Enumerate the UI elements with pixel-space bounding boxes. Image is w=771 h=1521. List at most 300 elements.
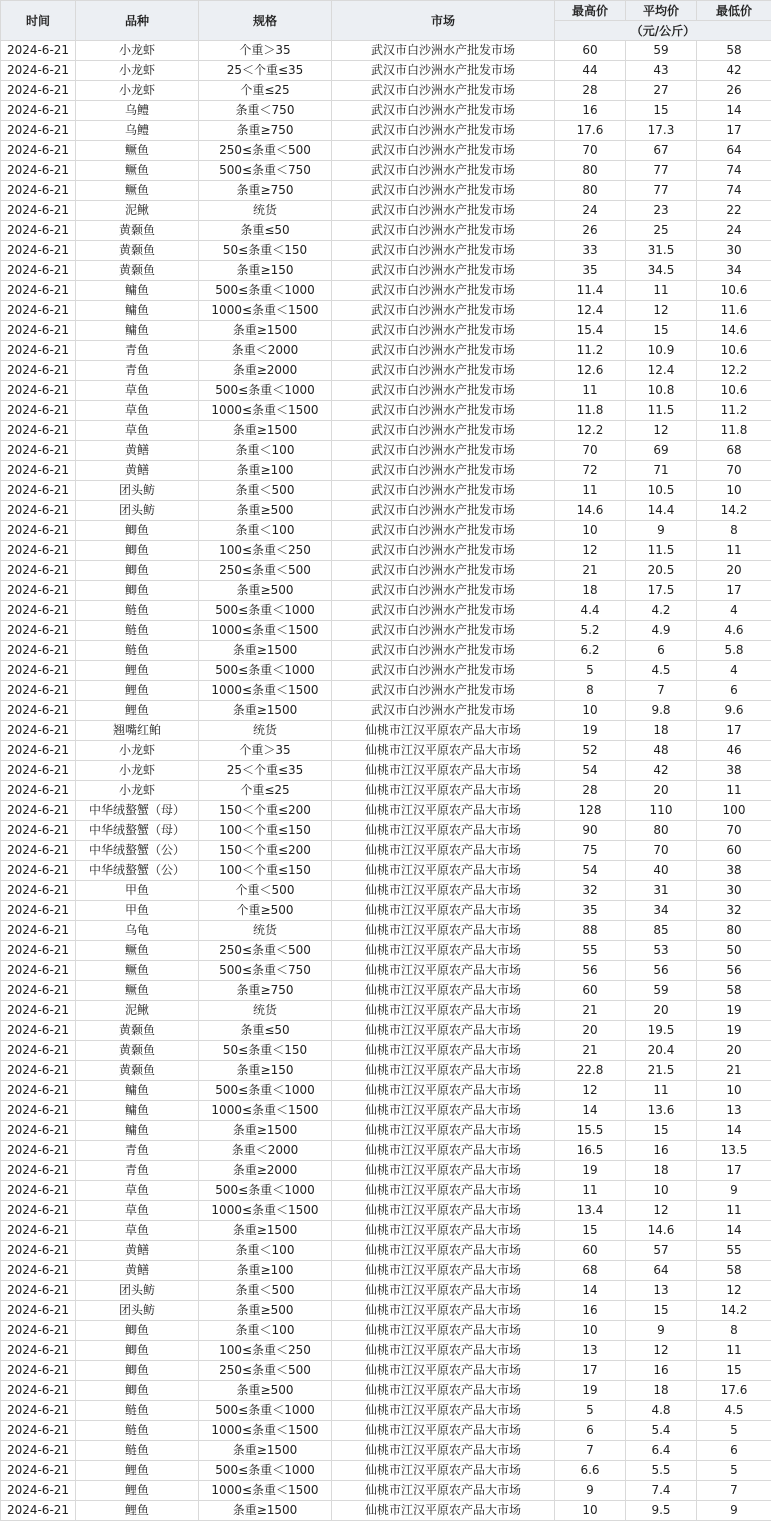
cell-avg-price: 10.9 bbox=[626, 341, 697, 361]
cell-market: 仙桃市江汉平原农产品大市场 bbox=[332, 1421, 555, 1441]
cell-market: 武汉市白沙洲水产批发市场 bbox=[332, 341, 555, 361]
table-row bbox=[1, 441, 771, 461]
cell-spec: 条重≥100 bbox=[199, 1261, 332, 1281]
cell-spec: 个重≤25 bbox=[199, 781, 332, 801]
cell-min-price: 4 bbox=[697, 661, 771, 681]
cell-date: 2024-6-21 bbox=[1, 1221, 76, 1241]
cell-variety: 鳜鱼 bbox=[76, 981, 199, 1001]
table-row bbox=[1, 1461, 771, 1481]
cell-spec: 1000≤条重＜1500 bbox=[199, 621, 332, 641]
cell-spec: 500≤条重＜1000 bbox=[199, 381, 332, 401]
cell-date: 2024-6-21 bbox=[1, 1141, 76, 1161]
cell-avg-price: 70 bbox=[626, 841, 697, 861]
cell-variety: 草鱼 bbox=[76, 1201, 199, 1221]
cell-spec: 条重≥1500 bbox=[199, 1221, 332, 1241]
cell-date: 2024-6-21 bbox=[1, 1001, 76, 1021]
table-row bbox=[1, 1001, 771, 1021]
cell-date: 2024-6-21 bbox=[1, 1441, 76, 1461]
cell-max-price: 22.8 bbox=[555, 1061, 626, 1081]
cell-avg-price: 23 bbox=[626, 201, 697, 221]
cell-variety: 鲫鱼 bbox=[76, 1381, 199, 1401]
cell-variety: 鲤鱼 bbox=[76, 681, 199, 701]
table-row bbox=[1, 121, 771, 141]
cell-spec: 条重＜2000 bbox=[199, 341, 332, 361]
cell-min-price: 15 bbox=[697, 1361, 771, 1381]
cell-variety: 鲤鱼 bbox=[76, 1461, 199, 1481]
cell-market: 仙桃市江汉平原农产品大市场 bbox=[332, 1121, 555, 1141]
table-row bbox=[1, 781, 771, 801]
cell-avg-price: 25 bbox=[626, 221, 697, 241]
cell-market: 仙桃市江汉平原农产品大市场 bbox=[332, 1501, 555, 1521]
cell-avg-price: 34 bbox=[626, 901, 697, 921]
cell-variety: 鲤鱼 bbox=[76, 701, 199, 721]
cell-market: 武汉市白沙洲水产批发市场 bbox=[332, 541, 555, 561]
cell-max-price: 5 bbox=[555, 1401, 626, 1421]
cell-spec: 1000≤条重＜1500 bbox=[199, 1101, 332, 1121]
cell-variety: 鲫鱼 bbox=[76, 1321, 199, 1341]
cell-max-price: 8 bbox=[555, 681, 626, 701]
cell-avg-price: 20.5 bbox=[626, 561, 697, 581]
cell-date: 2024-6-21 bbox=[1, 401, 76, 421]
cell-max-price: 60 bbox=[555, 41, 626, 61]
cell-spec: 500≤条重＜1000 bbox=[199, 601, 332, 621]
cell-date: 2024-6-21 bbox=[1, 161, 76, 181]
cell-date: 2024-6-21 bbox=[1, 721, 76, 741]
cell-spec: 1000≤条重＜1500 bbox=[199, 401, 332, 421]
cell-avg-price: 77 bbox=[626, 181, 697, 201]
table-row bbox=[1, 1301, 771, 1321]
cell-min-price: 26 bbox=[697, 81, 771, 101]
cell-date: 2024-6-21 bbox=[1, 241, 76, 261]
cell-market: 武汉市白沙洲水产批发市场 bbox=[332, 381, 555, 401]
cell-avg-price: 15 bbox=[626, 101, 697, 121]
cell-date: 2024-6-21 bbox=[1, 521, 76, 541]
cell-avg-price: 5.4 bbox=[626, 1421, 697, 1441]
cell-market: 武汉市白沙洲水产批发市场 bbox=[332, 201, 555, 221]
cell-market: 仙桃市江汉平原农产品大市场 bbox=[332, 801, 555, 821]
cell-spec: 条重＜100 bbox=[199, 521, 332, 541]
cell-date: 2024-6-21 bbox=[1, 1021, 76, 1041]
cell-min-price: 34 bbox=[697, 261, 771, 281]
cell-spec: 500≤条重＜1000 bbox=[199, 661, 332, 681]
cell-max-price: 10 bbox=[555, 701, 626, 721]
table-row bbox=[1, 461, 771, 481]
cell-date: 2024-6-21 bbox=[1, 541, 76, 561]
cell-date: 2024-6-21 bbox=[1, 301, 76, 321]
cell-date: 2024-6-21 bbox=[1, 621, 76, 641]
table-row bbox=[1, 1141, 771, 1161]
cell-avg-price: 80 bbox=[626, 821, 697, 841]
cell-max-price: 80 bbox=[555, 181, 626, 201]
cell-variety: 鳙鱼 bbox=[76, 1081, 199, 1101]
cell-market: 武汉市白沙洲水产批发市场 bbox=[332, 181, 555, 201]
cell-spec: 条重≥1500 bbox=[199, 1441, 332, 1461]
cell-avg-price: 53 bbox=[626, 941, 697, 961]
cell-variety: 鳜鱼 bbox=[76, 961, 199, 981]
cell-date: 2024-6-21 bbox=[1, 281, 76, 301]
table-row bbox=[1, 1261, 771, 1281]
cell-spec: 条重≥750 bbox=[199, 981, 332, 1001]
cell-market: 武汉市白沙洲水产批发市场 bbox=[332, 421, 555, 441]
cell-market: 仙桃市江汉平原农产品大市场 bbox=[332, 1361, 555, 1381]
cell-min-price: 60 bbox=[697, 841, 771, 861]
table-row bbox=[1, 841, 771, 861]
cell-min-price: 14.2 bbox=[697, 1301, 771, 1321]
cell-variety: 鳙鱼 bbox=[76, 1121, 199, 1141]
cell-market: 仙桃市江汉平原农产品大市场 bbox=[332, 1341, 555, 1361]
cell-avg-price: 4.8 bbox=[626, 1401, 697, 1421]
cell-min-price: 17.6 bbox=[697, 1381, 771, 1401]
cell-max-price: 28 bbox=[555, 81, 626, 101]
cell-spec: 统货 bbox=[199, 201, 332, 221]
cell-date: 2024-6-21 bbox=[1, 781, 76, 801]
cell-max-price: 56 bbox=[555, 961, 626, 981]
cell-spec: 500≤条重＜1000 bbox=[199, 281, 332, 301]
table-row bbox=[1, 321, 771, 341]
cell-variety: 青鱼 bbox=[76, 361, 199, 381]
cell-variety: 草鱼 bbox=[76, 381, 199, 401]
cell-spec: 条重≤50 bbox=[199, 221, 332, 241]
cell-max-price: 60 bbox=[555, 1241, 626, 1261]
cell-variety: 草鱼 bbox=[76, 421, 199, 441]
table-row bbox=[1, 181, 771, 201]
cell-avg-price: 13 bbox=[626, 1281, 697, 1301]
cell-market: 武汉市白沙洲水产批发市场 bbox=[332, 701, 555, 721]
cell-spec: 500≤条重＜1000 bbox=[199, 1401, 332, 1421]
cell-min-price: 74 bbox=[697, 181, 771, 201]
cell-avg-price: 6.4 bbox=[626, 1441, 697, 1461]
cell-market: 仙桃市江汉平原农产品大市场 bbox=[332, 1221, 555, 1241]
cell-max-price: 21 bbox=[555, 1001, 626, 1021]
cell-market: 仙桃市江汉平原农产品大市场 bbox=[332, 1301, 555, 1321]
cell-min-price: 30 bbox=[697, 241, 771, 261]
cell-variety: 鳙鱼 bbox=[76, 301, 199, 321]
cell-min-price: 17 bbox=[697, 721, 771, 741]
cell-min-price: 11 bbox=[697, 781, 771, 801]
cell-variety: 小龙虾 bbox=[76, 81, 199, 101]
table-row bbox=[1, 621, 771, 641]
cell-min-price: 10.6 bbox=[697, 381, 771, 401]
cell-variety: 甲鱼 bbox=[76, 881, 199, 901]
cell-max-price: 72 bbox=[555, 461, 626, 481]
cell-market: 仙桃市江汉平原农产品大市场 bbox=[332, 861, 555, 881]
cell-avg-price: 12 bbox=[626, 1201, 697, 1221]
cell-variety: 鲫鱼 bbox=[76, 1361, 199, 1381]
cell-variety: 鳙鱼 bbox=[76, 281, 199, 301]
cell-spec: 条重＜100 bbox=[199, 441, 332, 461]
cell-avg-price: 42 bbox=[626, 761, 697, 781]
cell-market: 仙桃市江汉平原农产品大市场 bbox=[332, 1101, 555, 1121]
table-row bbox=[1, 361, 771, 381]
cell-max-price: 6.6 bbox=[555, 1461, 626, 1481]
cell-market: 武汉市白沙洲水产批发市场 bbox=[332, 261, 555, 281]
cell-market: 武汉市白沙洲水产批发市场 bbox=[332, 141, 555, 161]
cell-market: 武汉市白沙洲水产批发市场 bbox=[332, 241, 555, 261]
cell-max-price: 21 bbox=[555, 1041, 626, 1061]
cell-min-price: 58 bbox=[697, 41, 771, 61]
cell-market: 仙桃市江汉平原农产品大市场 bbox=[332, 821, 555, 841]
cell-min-price: 38 bbox=[697, 861, 771, 881]
table-row bbox=[1, 1061, 771, 1081]
cell-min-price: 5 bbox=[697, 1461, 771, 1481]
cell-min-price: 46 bbox=[697, 741, 771, 761]
cell-avg-price: 43 bbox=[626, 61, 697, 81]
cell-variety: 乌鳢 bbox=[76, 121, 199, 141]
cell-date: 2024-6-21 bbox=[1, 941, 76, 961]
table-header bbox=[1, 1, 771, 41]
cell-date: 2024-6-21 bbox=[1, 1361, 76, 1381]
cell-variety: 黄颡鱼 bbox=[76, 1041, 199, 1061]
cell-min-price: 13 bbox=[697, 1101, 771, 1121]
cell-variety: 中华绒螯蟹（公） bbox=[76, 861, 199, 881]
cell-spec: 条重≥150 bbox=[199, 261, 332, 281]
cell-date: 2024-6-21 bbox=[1, 321, 76, 341]
cell-date: 2024-6-21 bbox=[1, 141, 76, 161]
cell-market: 仙桃市江汉平原农产品大市场 bbox=[332, 1381, 555, 1401]
cell-date: 2024-6-21 bbox=[1, 501, 76, 521]
cell-date: 2024-6-21 bbox=[1, 421, 76, 441]
cell-max-price: 52 bbox=[555, 741, 626, 761]
cell-avg-price: 67 bbox=[626, 141, 697, 161]
table-row bbox=[1, 561, 771, 581]
cell-date: 2024-6-21 bbox=[1, 561, 76, 581]
cell-market: 武汉市白沙洲水产批发市场 bbox=[332, 461, 555, 481]
table-row bbox=[1, 1441, 771, 1461]
cell-variety: 鲤鱼 bbox=[76, 1481, 199, 1501]
cell-min-price: 11.2 bbox=[697, 401, 771, 421]
cell-spec: 条重≥750 bbox=[199, 181, 332, 201]
cell-date: 2024-6-21 bbox=[1, 821, 76, 841]
cell-market: 仙桃市江汉平原农产品大市场 bbox=[332, 1241, 555, 1261]
cell-max-price: 44 bbox=[555, 61, 626, 81]
cell-date: 2024-6-21 bbox=[1, 1381, 76, 1401]
cell-variety: 泥鳅 bbox=[76, 201, 199, 221]
cell-max-price: 54 bbox=[555, 761, 626, 781]
cell-date: 2024-6-21 bbox=[1, 1461, 76, 1481]
cell-date: 2024-6-21 bbox=[1, 441, 76, 461]
cell-market: 仙桃市江汉平原农产品大市场 bbox=[332, 761, 555, 781]
cell-date: 2024-6-21 bbox=[1, 1301, 76, 1321]
cell-max-price: 6 bbox=[555, 1421, 626, 1441]
cell-max-price: 19 bbox=[555, 1381, 626, 1401]
cell-spec: 条重＜500 bbox=[199, 1281, 332, 1301]
cell-variety: 鲤鱼 bbox=[76, 661, 199, 681]
cell-date: 2024-6-21 bbox=[1, 381, 76, 401]
cell-spec: 条重≥2000 bbox=[199, 361, 332, 381]
cell-variety: 团头鲂 bbox=[76, 1301, 199, 1321]
cell-max-price: 17 bbox=[555, 1361, 626, 1381]
cell-max-price: 11.2 bbox=[555, 341, 626, 361]
cell-min-price: 17 bbox=[697, 121, 771, 141]
table-row bbox=[1, 681, 771, 701]
cell-avg-price: 20 bbox=[626, 1001, 697, 1021]
cell-market: 仙桃市江汉平原农产品大市场 bbox=[332, 721, 555, 741]
table-row bbox=[1, 1401, 771, 1421]
cell-date: 2024-6-21 bbox=[1, 461, 76, 481]
cell-market: 仙桃市江汉平原农产品大市场 bbox=[332, 781, 555, 801]
cell-min-price: 17 bbox=[697, 1161, 771, 1181]
cell-date: 2024-6-21 bbox=[1, 1341, 76, 1361]
cell-market: 仙桃市江汉平原农产品大市场 bbox=[332, 961, 555, 981]
cell-min-price: 10 bbox=[697, 1081, 771, 1101]
cell-min-price: 11.8 bbox=[697, 421, 771, 441]
cell-market: 仙桃市江汉平原农产品大市场 bbox=[332, 1001, 555, 1021]
header-spec: 规格 bbox=[199, 1, 332, 41]
cell-variety: 小龙虾 bbox=[76, 781, 199, 801]
cell-spec: 条重≥500 bbox=[199, 581, 332, 601]
cell-variety: 青鱼 bbox=[76, 1141, 199, 1161]
cell-max-price: 16.5 bbox=[555, 1141, 626, 1161]
header-variety: 品种 bbox=[76, 1, 199, 41]
cell-max-price: 12 bbox=[555, 541, 626, 561]
table-row bbox=[1, 1041, 771, 1061]
cell-spec: 条重≥100 bbox=[199, 461, 332, 481]
cell-variety: 黄颡鱼 bbox=[76, 1021, 199, 1041]
cell-market: 武汉市白沙洲水产批发市场 bbox=[332, 641, 555, 661]
cell-spec: 100≤条重＜250 bbox=[199, 541, 332, 561]
cell-market: 武汉市白沙洲水产批发市场 bbox=[332, 281, 555, 301]
table-row bbox=[1, 141, 771, 161]
table-row bbox=[1, 1181, 771, 1201]
table-row bbox=[1, 541, 771, 561]
cell-date: 2024-6-21 bbox=[1, 1121, 76, 1141]
cell-date: 2024-6-21 bbox=[1, 861, 76, 881]
cell-min-price: 58 bbox=[697, 1261, 771, 1281]
cell-market: 武汉市白沙洲水产批发市场 bbox=[332, 521, 555, 541]
cell-date: 2024-6-21 bbox=[1, 701, 76, 721]
cell-max-price: 17.6 bbox=[555, 121, 626, 141]
cell-spec: 统货 bbox=[199, 1001, 332, 1021]
cell-date: 2024-6-21 bbox=[1, 121, 76, 141]
cell-date: 2024-6-21 bbox=[1, 741, 76, 761]
cell-max-price: 13 bbox=[555, 1341, 626, 1361]
cell-market: 仙桃市江汉平原农产品大市场 bbox=[332, 1041, 555, 1061]
cell-min-price: 20 bbox=[697, 561, 771, 581]
cell-avg-price: 15 bbox=[626, 1301, 697, 1321]
cell-max-price: 70 bbox=[555, 141, 626, 161]
cell-max-price: 55 bbox=[555, 941, 626, 961]
cell-min-price: 70 bbox=[697, 461, 771, 481]
cell-avg-price: 9 bbox=[626, 521, 697, 541]
table-row bbox=[1, 341, 771, 361]
cell-variety: 草鱼 bbox=[76, 1221, 199, 1241]
table-row bbox=[1, 661, 771, 681]
cell-variety: 团头鲂 bbox=[76, 1281, 199, 1301]
cell-spec: 25＜个重≤35 bbox=[199, 61, 332, 81]
cell-max-price: 21 bbox=[555, 561, 626, 581]
table-row bbox=[1, 941, 771, 961]
cell-spec: 条重＜2000 bbox=[199, 1141, 332, 1161]
cell-variety: 鲫鱼 bbox=[76, 1341, 199, 1361]
cell-date: 2024-6-21 bbox=[1, 1161, 76, 1181]
cell-variety: 黄鳝 bbox=[76, 441, 199, 461]
cell-date: 2024-6-21 bbox=[1, 361, 76, 381]
cell-market: 武汉市白沙洲水产批发市场 bbox=[332, 81, 555, 101]
cell-date: 2024-6-21 bbox=[1, 1181, 76, 1201]
cell-date: 2024-6-21 bbox=[1, 641, 76, 661]
table-row bbox=[1, 161, 771, 181]
cell-market: 武汉市白沙洲水产批发市场 bbox=[332, 621, 555, 641]
cell-variety: 中华绒螯蟹（母） bbox=[76, 801, 199, 821]
cell-max-price: 26 bbox=[555, 221, 626, 241]
cell-variety: 鳜鱼 bbox=[76, 941, 199, 961]
cell-spec: 50≤条重＜150 bbox=[199, 241, 332, 261]
table-row bbox=[1, 721, 771, 741]
cell-spec: 条重≥1500 bbox=[199, 701, 332, 721]
cell-min-price: 55 bbox=[697, 1241, 771, 1261]
cell-avg-price: 110 bbox=[626, 801, 697, 821]
cell-avg-price: 12.4 bbox=[626, 361, 697, 381]
cell-max-price: 6.2 bbox=[555, 641, 626, 661]
cell-variety: 鲢鱼 bbox=[76, 641, 199, 661]
table-row bbox=[1, 1201, 771, 1221]
cell-date: 2024-6-21 bbox=[1, 181, 76, 201]
table-row bbox=[1, 81, 771, 101]
cell-date: 2024-6-21 bbox=[1, 1201, 76, 1221]
cell-variety: 甲鱼 bbox=[76, 901, 199, 921]
cell-date: 2024-6-21 bbox=[1, 881, 76, 901]
cell-date: 2024-6-21 bbox=[1, 1421, 76, 1441]
cell-spec: 1000≤条重＜1500 bbox=[199, 681, 332, 701]
cell-market: 仙桃市江汉平原农产品大市场 bbox=[332, 901, 555, 921]
cell-variety: 鳜鱼 bbox=[76, 161, 199, 181]
cell-avg-price: 34.5 bbox=[626, 261, 697, 281]
cell-variety: 黄颡鱼 bbox=[76, 261, 199, 281]
cell-market: 仙桃市江汉平原农产品大市场 bbox=[332, 1321, 555, 1341]
cell-spec: 条重≥1500 bbox=[199, 1501, 332, 1521]
cell-min-price: 14 bbox=[697, 101, 771, 121]
cell-market: 武汉市白沙洲水产批发市场 bbox=[332, 161, 555, 181]
cell-spec: 条重≥500 bbox=[199, 1381, 332, 1401]
table-row bbox=[1, 61, 771, 81]
cell-variety: 鲫鱼 bbox=[76, 561, 199, 581]
cell-spec: 150＜个重≤200 bbox=[199, 841, 332, 861]
cell-max-price: 24 bbox=[555, 201, 626, 221]
header-min-price: 最低价 bbox=[697, 1, 771, 21]
cell-date: 2024-6-21 bbox=[1, 1041, 76, 1061]
cell-market: 仙桃市江汉平原农产品大市场 bbox=[332, 1481, 555, 1501]
cell-max-price: 32 bbox=[555, 881, 626, 901]
cell-max-price: 16 bbox=[555, 1301, 626, 1321]
cell-avg-price: 4.9 bbox=[626, 621, 697, 641]
cell-variety: 黄鳝 bbox=[76, 1261, 199, 1281]
cell-avg-price: 18 bbox=[626, 1381, 697, 1401]
cell-min-price: 50 bbox=[697, 941, 771, 961]
cell-max-price: 19 bbox=[555, 721, 626, 741]
cell-date: 2024-6-21 bbox=[1, 341, 76, 361]
cell-max-price: 35 bbox=[555, 901, 626, 921]
cell-max-price: 33 bbox=[555, 241, 626, 261]
cell-min-price: 4.5 bbox=[697, 1401, 771, 1421]
cell-date: 2024-6-21 bbox=[1, 481, 76, 501]
cell-market: 仙桃市江汉平原农产品大市场 bbox=[332, 1401, 555, 1421]
cell-date: 2024-6-21 bbox=[1, 1061, 76, 1081]
cell-avg-price: 11.5 bbox=[626, 541, 697, 561]
cell-spec: 500≤条重＜750 bbox=[199, 161, 332, 181]
cell-variety: 鲫鱼 bbox=[76, 541, 199, 561]
cell-spec: 500≤条重＜750 bbox=[199, 961, 332, 981]
cell-variety: 黄颡鱼 bbox=[76, 221, 199, 241]
table-row bbox=[1, 581, 771, 601]
cell-avg-price: 77 bbox=[626, 161, 697, 181]
cell-spec: 统货 bbox=[199, 721, 332, 741]
cell-date: 2024-6-21 bbox=[1, 921, 76, 941]
cell-variety: 中华绒螯蟹（母） bbox=[76, 821, 199, 841]
cell-min-price: 10 bbox=[697, 481, 771, 501]
table-row bbox=[1, 741, 771, 761]
cell-avg-price: 56 bbox=[626, 961, 697, 981]
cell-spec: 个重＞35 bbox=[199, 741, 332, 761]
